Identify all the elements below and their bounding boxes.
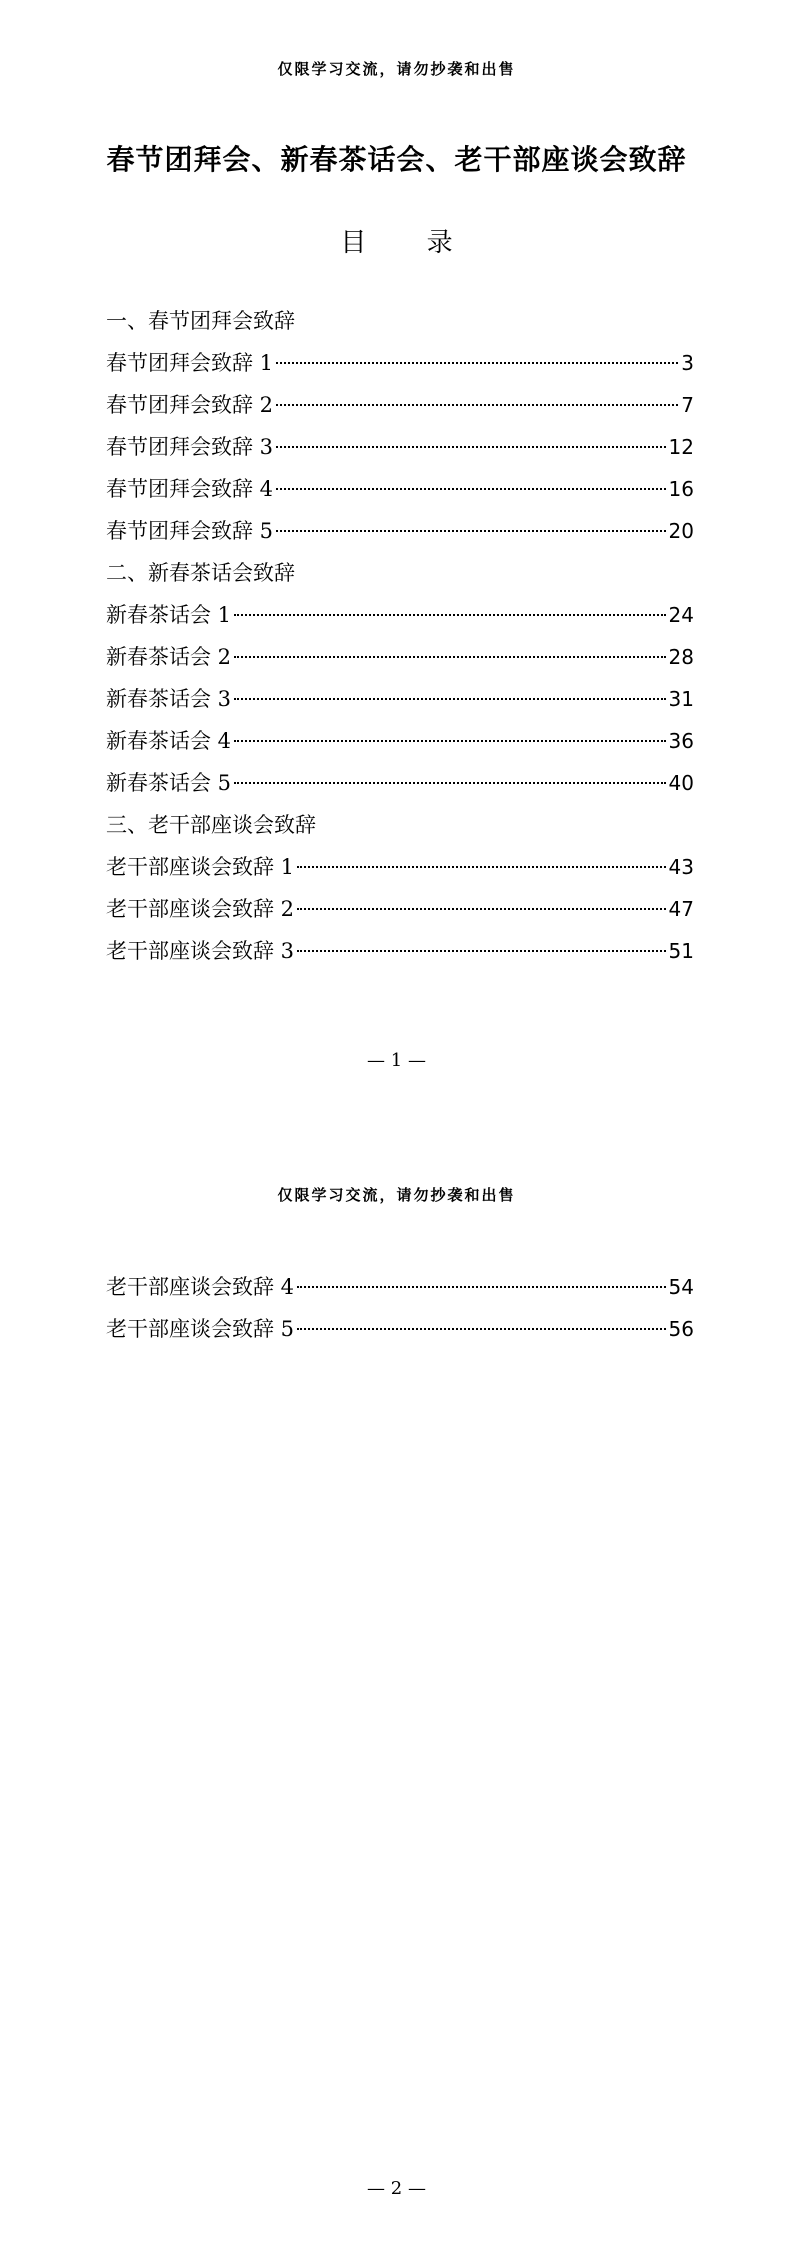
toc-entry-title: 老干部座谈会致辞 3: [106, 939, 295, 963]
toc-entry-page-number: 12: [668, 435, 694, 459]
toc-entry-title: 春节团拜会致辞 5: [106, 519, 274, 543]
dot-leader: [276, 530, 666, 532]
document-page-2: [0, 1122, 793, 2244]
toc-entry-page-number: 51: [668, 939, 694, 963]
toc-entry-page-number: 40: [668, 771, 694, 795]
toc-entry-page-number: 28: [668, 645, 694, 669]
dot-leader: [276, 446, 666, 448]
toc-entry-page-number: 3: [681, 351, 694, 375]
toc-entry: [106, 468, 694, 510]
toc-entry-page-number: 16: [668, 477, 694, 501]
dot-leader: [276, 362, 678, 364]
toc-entry-page-number: 36: [668, 729, 694, 753]
toc-entry-title: 新春茶话会 5: [106, 771, 232, 795]
dot-leader: [297, 1286, 666, 1288]
toc-entry-title: 新春茶话会 4: [106, 729, 232, 753]
toc-entry: [106, 510, 694, 552]
document-title: 春节团拜会、新春茶话会、老干部座谈会致辞: [106, 143, 687, 176]
page-number: — 2 —: [367, 2178, 426, 2199]
watermark-header: 仅限学习交流，请勿抄袭和出售: [277, 1186, 516, 1204]
toc-entry-page-number: 20: [668, 519, 694, 543]
toc-entry: [106, 1266, 694, 1308]
dot-leader: [297, 1328, 666, 1330]
toc-entry: [106, 384, 694, 426]
toc-entry-title: 老干部座谈会致辞 1: [106, 855, 295, 879]
toc-section-heading: 一、春节团拜会致辞: [106, 309, 295, 333]
toc-entry-page-number: 47: [668, 897, 694, 921]
toc-entry: [106, 426, 694, 468]
toc-entry-title: 春节团拜会致辞 2: [106, 393, 274, 417]
toc-entry-title: 新春茶话会 2: [106, 645, 232, 669]
dot-leader: [234, 698, 666, 700]
toc-entry: [106, 720, 694, 762]
toc-heading: 目 录: [340, 228, 479, 258]
dot-leader: [297, 908, 666, 910]
toc-section-heading: 二、新春茶话会致辞: [106, 561, 295, 585]
dot-leader: [234, 656, 666, 658]
dot-leader: [276, 488, 666, 490]
toc-entry-title: 老干部座谈会致辞 5: [106, 1317, 295, 1341]
toc-entry: [106, 762, 694, 804]
toc-entry-page-number: 31: [668, 687, 694, 711]
dot-leader: [297, 866, 666, 868]
toc-entry-title: 春节团拜会致辞 3: [106, 435, 274, 459]
toc-entry-title: 新春茶话会 1: [106, 603, 232, 627]
toc-entry-page-number: 56: [668, 1317, 694, 1341]
toc-entry-page-number: 43: [668, 855, 694, 879]
toc-entry: [106, 594, 694, 636]
toc-entry: [106, 678, 694, 720]
toc-entry: [106, 930, 694, 972]
toc-section-heading: 三、老干部座谈会致辞: [106, 813, 316, 837]
toc-entry-title: 春节团拜会致辞 1: [106, 351, 274, 375]
toc-entry-page-number: 7: [681, 393, 694, 417]
dot-leader: [234, 614, 666, 616]
toc-entry: [106, 1308, 694, 1350]
toc-entry-title: 老干部座谈会致辞 4: [106, 1275, 295, 1299]
table-of-contents-continued: [106, 1266, 694, 1350]
dot-leader: [234, 740, 666, 742]
toc-entry-title: 新春茶话会 3: [106, 687, 232, 711]
toc-entry-page-number: 24: [668, 603, 694, 627]
dot-leader: [234, 782, 666, 784]
toc-entry: [106, 888, 694, 930]
table-of-contents: [106, 300, 694, 972]
toc-entry-page-number: 54: [668, 1275, 694, 1299]
dot-leader: [276, 404, 678, 406]
toc-entry-title: 春节团拜会致辞 4: [106, 477, 274, 501]
toc-entry: [106, 636, 694, 678]
dot-leader: [297, 950, 666, 952]
toc-entry: [106, 846, 694, 888]
toc-entry-title: 老干部座谈会致辞 2: [106, 897, 295, 921]
page-number: — 1 —: [367, 1050, 426, 1071]
toc-entry: [106, 342, 694, 384]
watermark-header: 仅限学习交流，请勿抄袭和出售: [277, 60, 516, 78]
